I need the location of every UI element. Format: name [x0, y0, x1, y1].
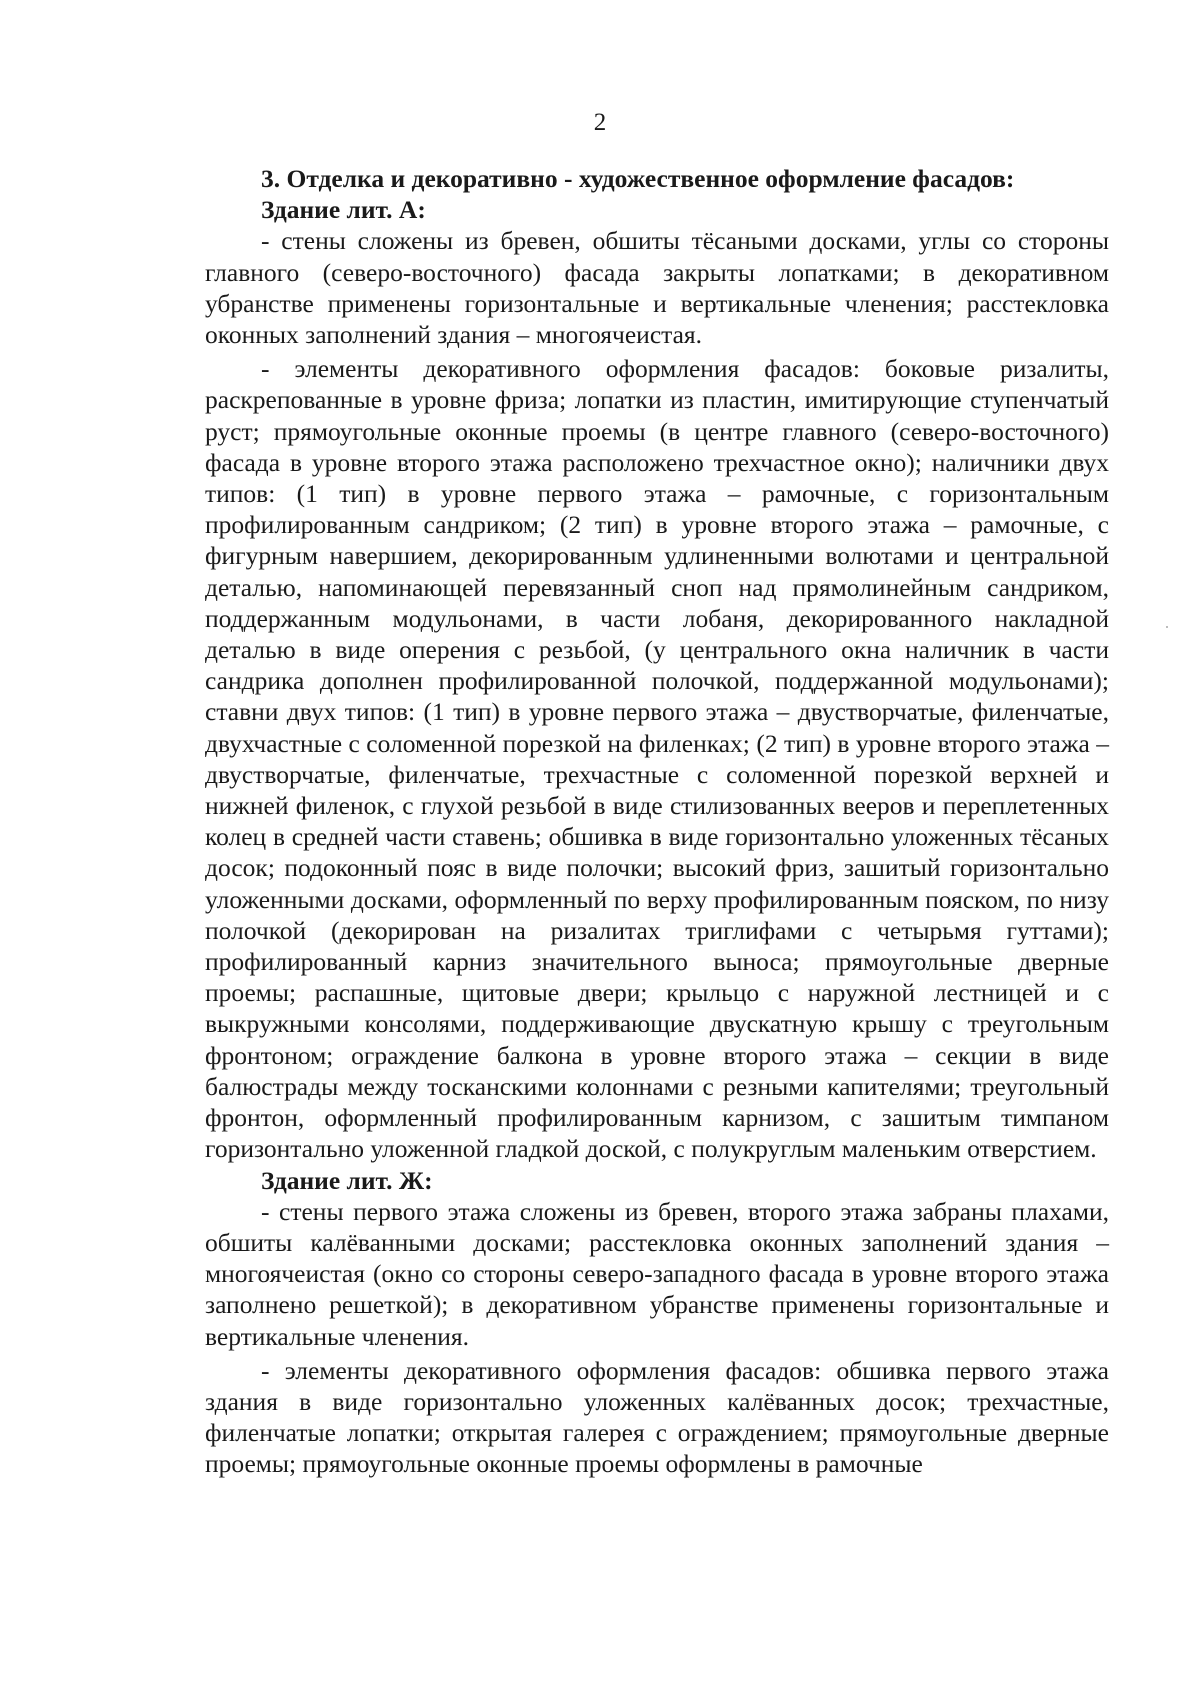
- building-a-decor-paragraph: - элементы декоративного оформления фасадов: боковые ризалиты, раскрепованные в уровне фриза; лопатки из пластин, имитирующие ступенчатый руст; прямоугольные оконные проемы (в центре главного (северо-восточного) фасада в уровне второго этажа расположено трехчастное окно); наличники двух типов: (1 тип) в уровне первого этажа – рамочные, с горизонтальным профилированным сандриком; (2 тип) в уровне второго этажа – рамочные, с фигурным навершием, декорированным удлиненными волютами и центральной деталью, напоминающей перевязанный сноп над прямолинейным сандриком, поддержанным модульонами, в части лобаня, декорированного накладной деталью в виде оперения с резьбой, (у центрального окна наличник в части сандрика дополнен профилированной полочкой, поддержанной модульонами); ставни двух типов: (1 тип) в уровне первого этажа – двустворчатые, филенчатые, двухчастные с соломенной порезкой на филенках; (2 тип) в уровне второго этажа – двустворчатые, филенчатые, трехчастные с соломенной порезкой верхней и нижней филенок, с глухой резьбой в виде стилизованных вееров и переплетенных колец в средней части ставень; обшивка в виде горизонтально уложенных тёсаных досок; подоконный пояс в виде полочки; высокий фриз, зашитый горизонтально уложенными досками, оформленный по верху профилированным пояском, по низу полочкой (декорирован на ризалитах триглифами с четырьмя гуттами); профилированный карниз значительного выноса; прямоугольные дверные проемы; распашные, щитовые двери; крыльцо с наружной лестницей и с выкружными консолями, поддерживающие двускатную крышу с треугольным фронтоном; ограждение балкона в уровне второго этажа – секции в виде балюстрады между тосканскими колоннами с резными капителями; треугольный фронтон, оформленный профилированным карнизом, с зашитым тимпаном горизонтально уложенной гладкой доской, с полукруглым маленьким отверстием.: [205, 354, 1109, 1164]
- page-number: 2: [593, 109, 607, 136]
- building-zh-title: Здание лит. Ж:: [261, 1165, 433, 1195]
- scan-speck: [1166, 626, 1168, 628]
- building-a-title: Здание лит. А:: [261, 195, 426, 225]
- building-zh-walls-paragraph: - стены первого этажа сложены из бревен, второго этажа забраны плахами, обшиты калёванными досками; расстекловка оконных заполнений здания – многоячеистая (окно со стороны северо-западного фасада в уровне второго этажа заполнено решеткой); в декоративном убранстве применены горизонтальные и вертикальные членения.: [205, 1196, 1109, 1351]
- building-a-walls-paragraph: - стены сложены из бревен, обшиты тёсаными досками, углы со стороны главного (северо-восточного) фасада закрыты лопатками; в декоративном убранстве применены горизонтальные и вертикальные членения; расстекловка оконных заполнений здания – многоячеистая.: [205, 226, 1109, 350]
- section-title: 3. Отделка и декоративно - художественное оформление фасадов:: [261, 164, 1015, 193]
- building-zh-decor-paragraph: - элементы декоративного оформления фасадов: обшивка первого этажа здания в виде горизонтально уложенных калёванных досок; трехчастные, филенчатые лопатки; открытая галерея с ограждением; прямоугольные дверные проемы; прямоугольные оконные проемы оформлены в рамочные: [205, 1355, 1109, 1479]
- document-body: [205, 163, 1109, 1480]
